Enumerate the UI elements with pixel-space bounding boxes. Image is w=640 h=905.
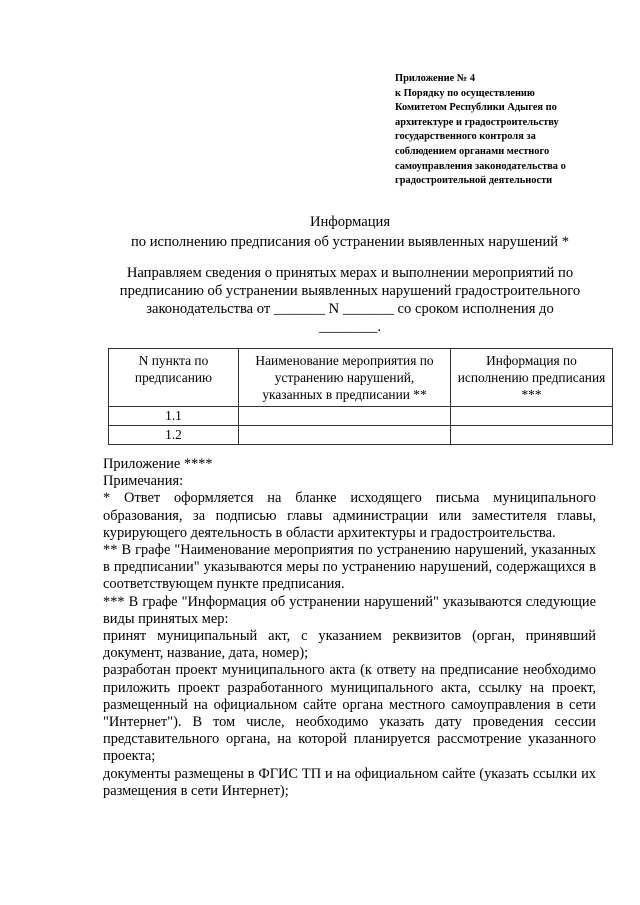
note-1: * Ответ оформляется на бланке исходящего письма муниципального образования, за подписью главы администрации или заместителя главы, курирующего деятельность в области архитектуры и градостроительства. <box>103 490 596 541</box>
column-header-measure-name: Наименование мероприятия по устранению нарушений, указанных в предписании ** <box>239 349 451 407</box>
measures-table <box>108 348 613 445</box>
notes-title: Примечания: <box>103 473 184 490</box>
note-4: принят муниципальный акт, с указанием реквизитов (орган, принявший документ, название, дата, номер); <box>103 628 596 662</box>
table-cell: 1.1 <box>109 407 239 426</box>
appendix-line: градостроительной деятельности <box>395 175 553 187</box>
appendix-line: самоуправления законодательства о <box>395 160 566 172</box>
appendix-header <box>395 72 610 189</box>
note-2: ** В графе "Наименование мероприятия по устранению нарушений, указанных в предписании" указываются меры по устранению нарушений, содержащихся в соответствующем пункте предписания. <box>103 542 596 593</box>
appendix-line: к Порядку по осуществлению <box>395 87 535 99</box>
table-cell <box>451 407 613 426</box>
column-header-item-number: N пункта по предписанию <box>109 349 239 407</box>
appendix-line: Приложение № 4 <box>395 73 476 84</box>
table-cell: 1.2 <box>109 426 239 445</box>
table-cell <box>239 426 451 445</box>
appendix-label: Приложение **** <box>103 456 213 472</box>
title-line-2: по исполнению предписания об устранении выявленных нарушений * <box>130 234 570 250</box>
appendix-line: государственного контроля за <box>395 131 536 143</box>
table-row <box>109 426 613 445</box>
appendix-line: соблюдением органами местного <box>395 145 550 157</box>
notes-section <box>103 456 596 800</box>
column-header-execution-info: Информация по исполнению предписания *** <box>451 349 613 407</box>
document-title <box>60 212 640 252</box>
table-header-row <box>109 349 613 407</box>
note-5: разработан проект муниципального акта (к ответу на предписание необходимо приложить проект разработанного муниципального акта, ссылку на проект, размещенный на официальном сайте органа местного самоуправления в сети "Интернет"). В том числе, необходимо указать дату проведения сессии представительного органа, на которой планируется рассмотрение указанного проекта; <box>103 662 596 765</box>
lead-line-1: Направляем сведения о принятых мерах и выполнении мероприятий по <box>126 265 574 281</box>
lead-paragraph <box>80 264 620 336</box>
note-3: *** В графе "Информация об устранении нарушений" указываются следующие виды принятых мер: <box>103 593 596 627</box>
lead-line-2: предписанию об устранении выявленных нарушений градостроительного <box>119 283 581 299</box>
table-row <box>109 407 613 426</box>
appendix-line: Комитетом Республики Адыгея по <box>395 102 557 114</box>
title-line-1: Информация <box>309 214 391 230</box>
table-cell <box>239 407 451 426</box>
table-cell <box>451 426 613 445</box>
lead-line-3: законодательства от _______ N _______ со сроком исполнения до <box>146 301 554 317</box>
note-6: документы размещены в ФГИС ТП и на официальном сайте (указать ссылки их размещения в сети Интернет); <box>103 765 596 799</box>
appendix-line: архитектуре и градостроительству <box>395 116 559 128</box>
lead-line-4: ________. <box>318 319 382 335</box>
